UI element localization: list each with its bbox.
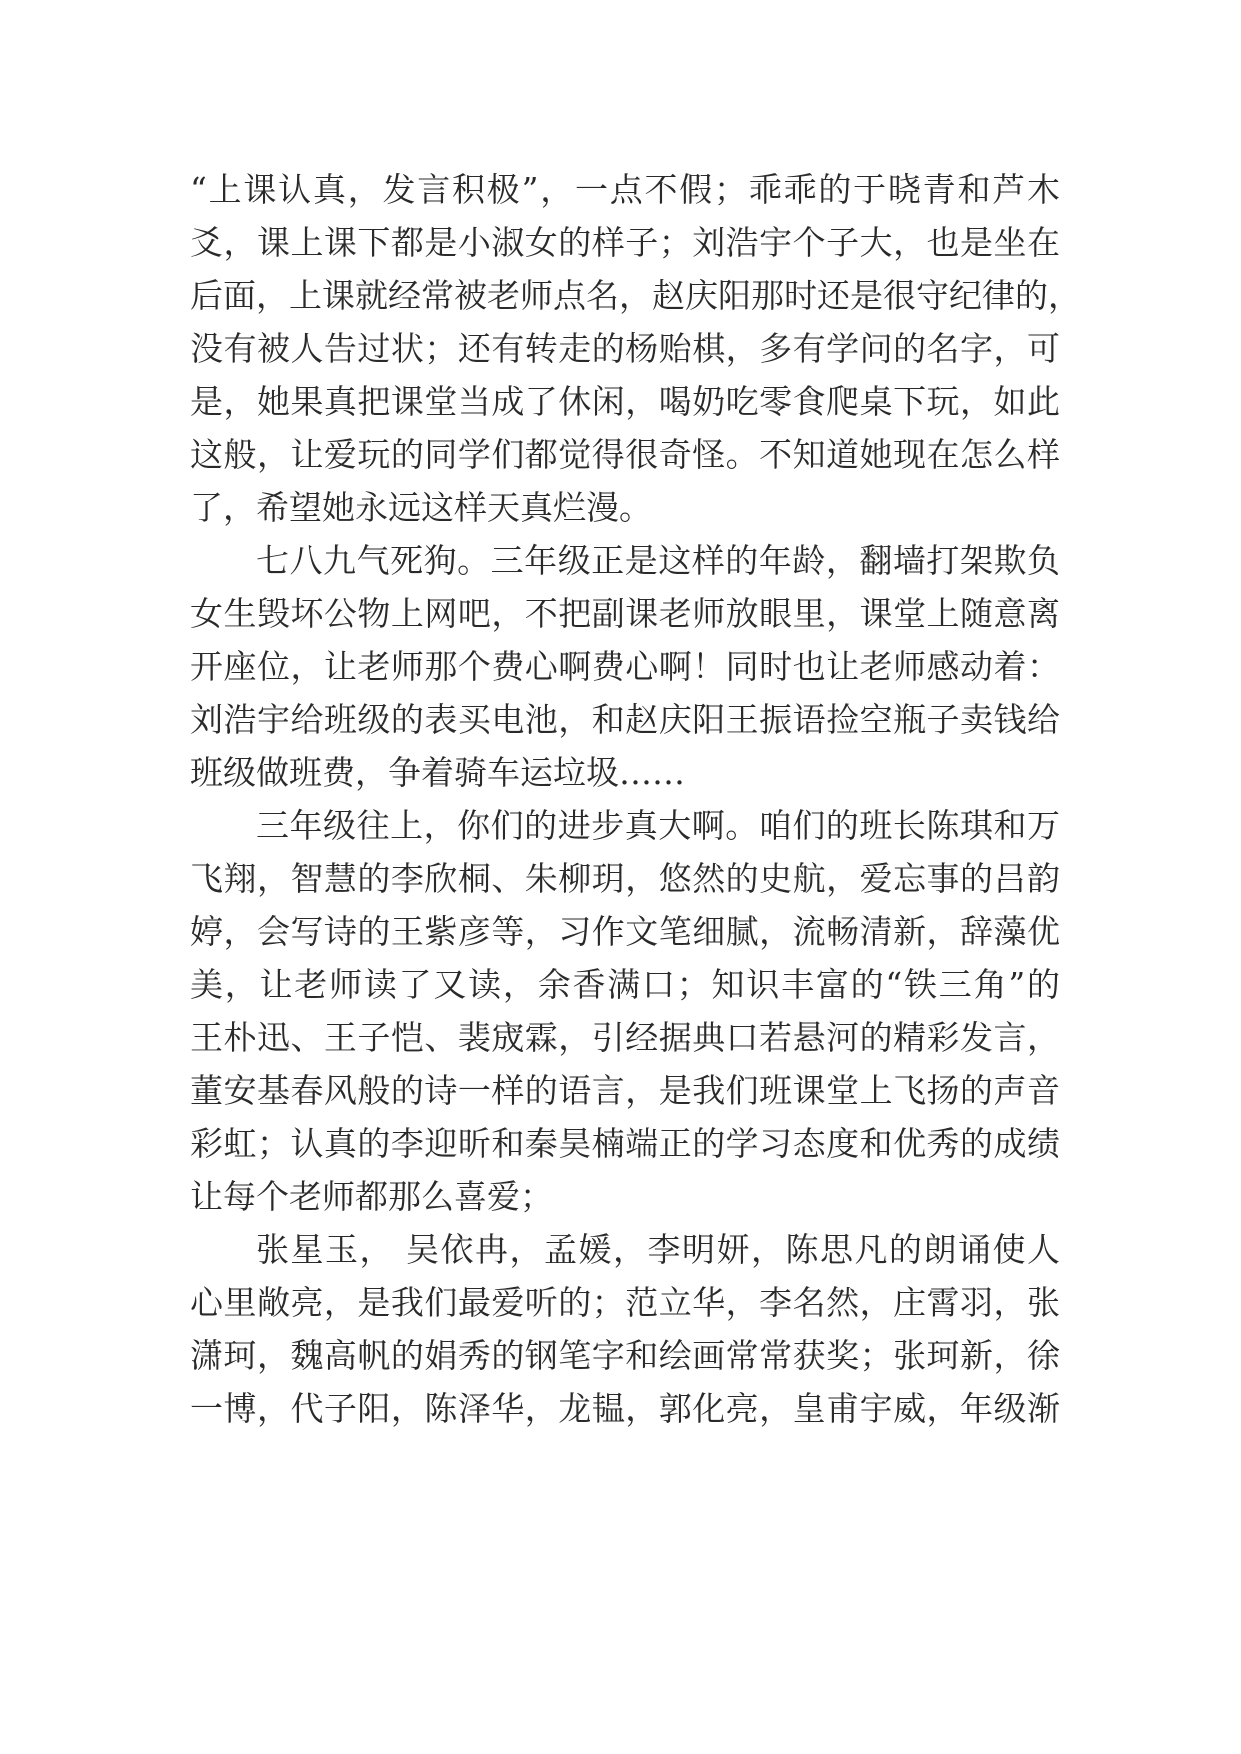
text-line: 三年级往上，你们的进步真大啊。咱们的班长陈琪和万 — [256, 806, 1060, 845]
text-line: 张星玉， 吴依冉，孟媛，李明妍，陈思凡的朗诵使人 — [256, 1230, 1060, 1269]
text-line: “上课认真，发言积极”，一点不假；乖乖的于晓青和芦木 — [190, 170, 1060, 209]
text-line: 班级做班费，争着骑车运垃圾…… — [190, 753, 685, 792]
text-line: 没有被人告过状；还有转走的杨贻棋，多有学问的名字，可 — [190, 329, 1060, 368]
text-line: 让每个老师都那么喜爱； — [190, 1177, 553, 1216]
text-line: 一博，代子阳，陈泽华，龙韫，郭化亮，皇甫宇威，年级渐 — [190, 1389, 1060, 1428]
text-line: 飞翔，智慧的李欣桐、朱柳玥，悠然的史航，爱忘事的吕韵 — [190, 859, 1060, 898]
text-line: 婷，会写诗的王紫彦等，习作文笔细腻，流畅清新，辞藻优 — [190, 912, 1060, 951]
text-line: 刘浩宇给班级的表买电池，和赵庆阳王振语捡空瓶子卖钱给 — [190, 700, 1060, 739]
text-line: 女生毁坏公物上网吧，不把副课老师放眼里，课堂上随意离 — [190, 594, 1060, 633]
text-line: 这般，让爱玩的同学们都觉得很奇怪。不知道她现在怎么样 — [190, 435, 1060, 474]
text-line: 七八九气死狗。三年级正是这样的年龄，翻墙打架欺负 — [256, 541, 1060, 580]
text-line: 开座位，让老师那个费心啊费心啊！同时也让老师感动着： — [190, 647, 1060, 686]
text-line: 爻，课上课下都是小淑女的样子；刘浩宇个子大，也是坐在 — [190, 223, 1060, 262]
text-line: 后面，上课就经常被老师点名，赵庆阳那时还是很守纪律的， — [190, 276, 1081, 315]
text-line: 潇珂，魏高帆的娟秀的钢笔字和绘画常常获奖；张珂新，徐 — [190, 1336, 1060, 1375]
text-line: 了，希望她永远这样天真烂漫。 — [190, 488, 652, 527]
text-line: 是，她果真把课堂当成了休闲，喝奶吃零食爬桌下玩，如此 — [190, 382, 1060, 421]
text-line: 彩虹；认真的李迎昕和秦昊楠端正的学习态度和优秀的成绩 — [190, 1124, 1060, 1163]
text-line: 董安基春风般的诗一样的语言，是我们班课堂上飞扬的声音 — [190, 1071, 1060, 1110]
text-line: 王朴迅、王子恺、裴宬霖，引经据典口若悬河的精彩发言， — [190, 1018, 1060, 1057]
text-line: 心里敞亮，是我们最爱听的；范立华，李名然，庄霄羽，张 — [190, 1283, 1060, 1322]
text-line: 美，让老师读了又读，余香满口；知识丰富的“铁三角”的 — [190, 965, 1060, 1004]
